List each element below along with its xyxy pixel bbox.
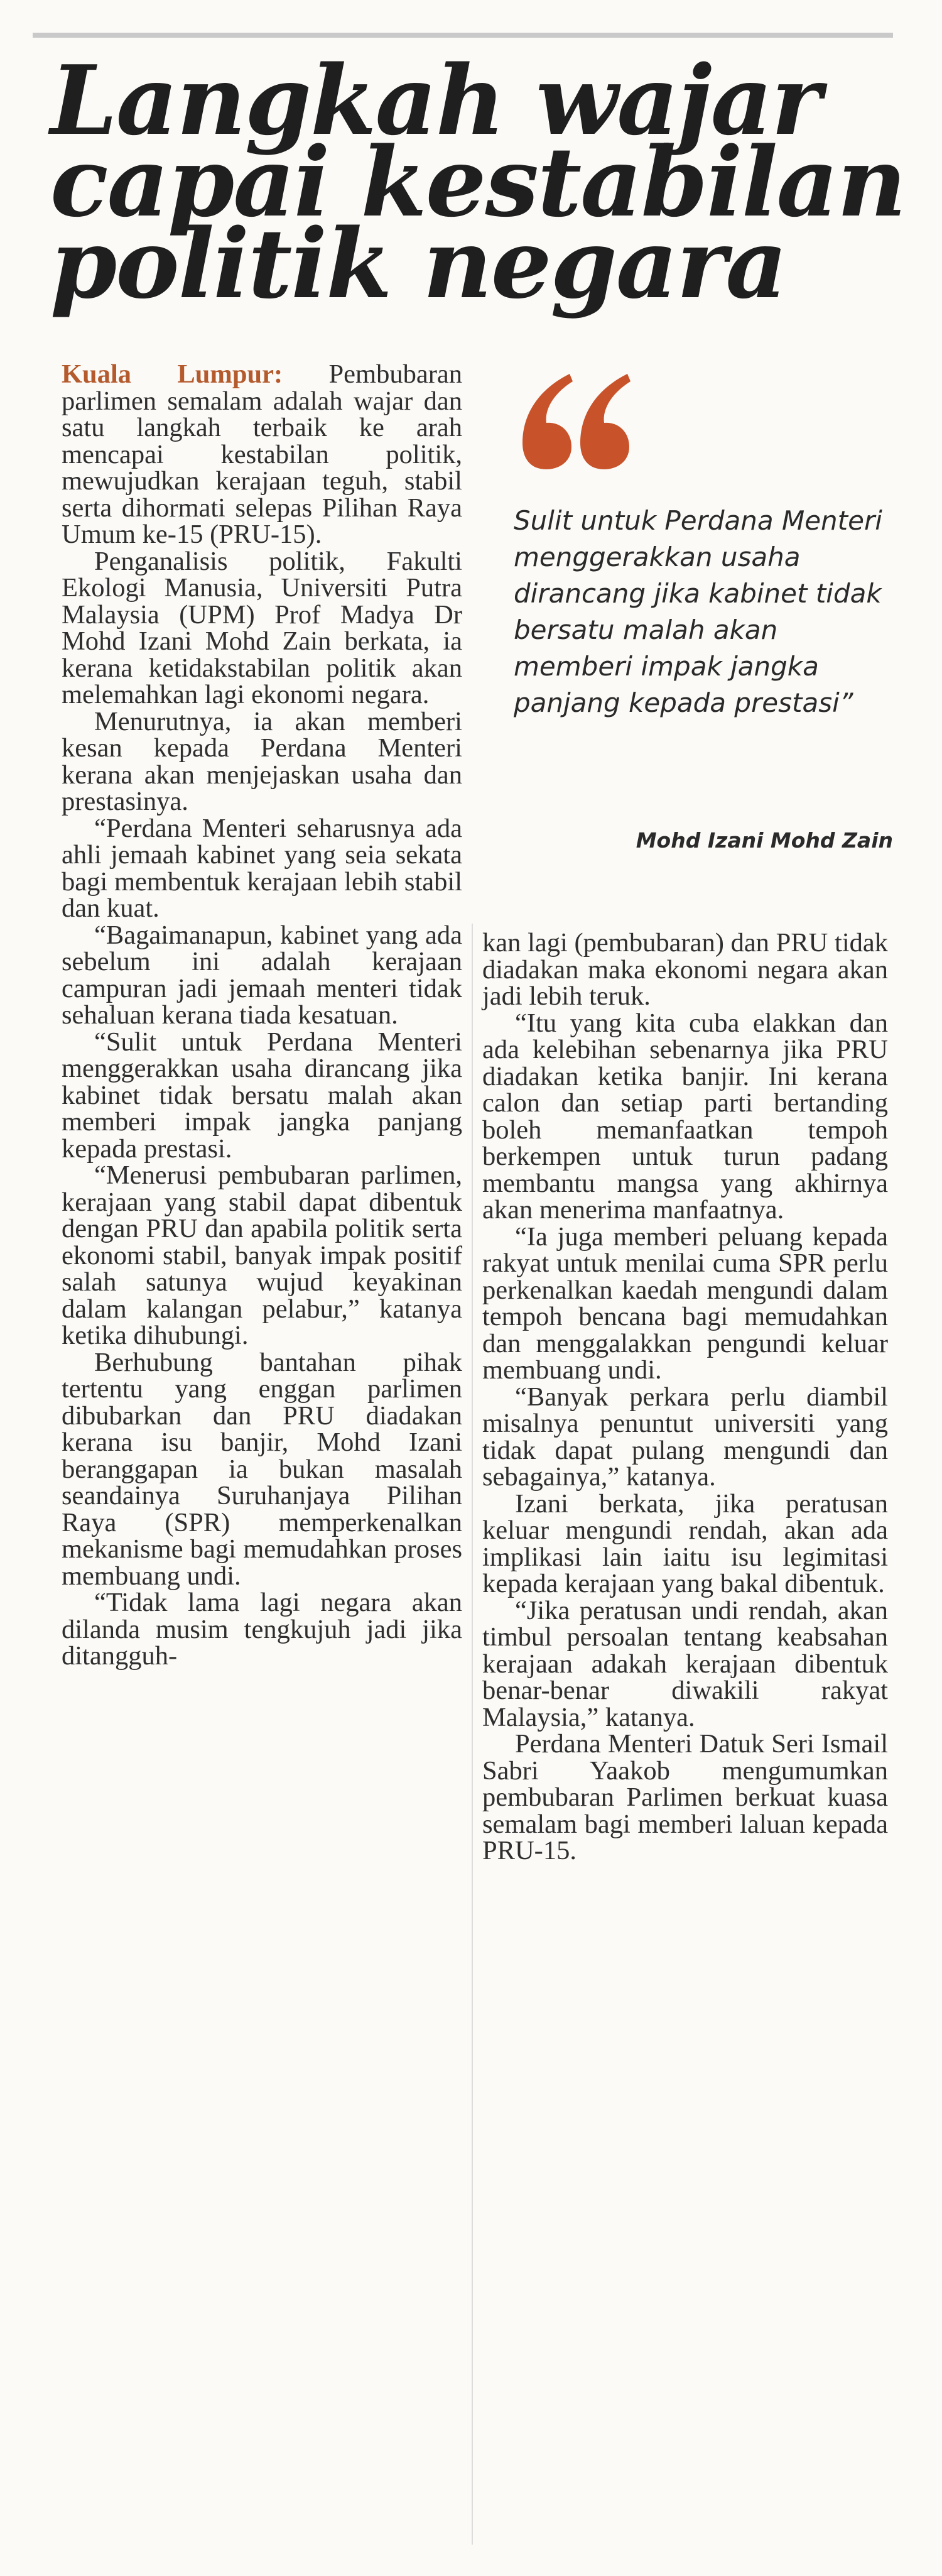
headline [50, 44, 906, 320]
headline-line-2: capai kestabilan [50, 126, 906, 238]
pull-quote-text: Sulit untuk Perdana Menteri menggerakkan usaha dirancang jika kabinet tidak bersatu malah akan memberi impak jangka panjang kepada prestasi” [514, 505, 882, 718]
paragraph-text: Pembubaran parlimen semalam adalah wajar dan satu langkah terbaik ke arah mencapai kestabilan politik, mewujudkan kerajaan teguh, stabil serta dihormati selepas Pilihan Raya Umum ke-15 (PRU-15). [62, 359, 462, 549]
pull-quote-author: Mohd Izani Mohd Zain [636, 828, 893, 853]
article-paragraph: “Jika peratusan undi rendah, akan timbul persoalan tentang keabsahan kerajaan adakah kerajaan dibentuk benar-benar diwakili rakyat Malaysia,” katanya. [482, 1595, 888, 1732]
article-paragraph: “Itu yang kita cuba elakkan dan ada kelebihan sebenarnya jika PRU diadakan ketika banjir. Ini kerana calon dan setiap parti bertanding boleh memanfaatkan tempoh berkempen untuk turun padang membantu mangsa yang akhirnya akan menerima manfaatnya. [482, 1008, 888, 1225]
article-paragraph: “Menerusi pembubaran parlimen, kerajaan yang stabil dapat dibentuk dengan PRU dan apabila politik serta ekonomi stabil, banyak impak positif salah satunya wujud keyakinan dalam kalangan pelabur,” katanya ketika dihubungi. [62, 1160, 462, 1350]
article-paragraph: “Sulit untuk Perdana Menteri menggerakkan usaha dirancang jika kabinet tidak bersatu malah akan memberi impak jangka panjang kepada prestasi. [62, 1027, 462, 1164]
article-paragraph: “Perdana Menteri seharusnya ada ahli jemaah kabinet yang seia sekata bagi membentuk kerajaan lebih stabil dan kuat. [62, 813, 462, 923]
article-paragraph: Penganalisis politik, Fakulti Ekologi Manusia, Universiti Putra Malaysia (UPM) Prof Madya Dr Mohd Izani Mohd Zain berkata, ia kerana ketidakstabilan politik akan melemahkan lagi ekonomi negara. [62, 546, 462, 709]
article-column-left [62, 361, 462, 1670]
article-paragraph [62, 361, 462, 548]
article-paragraph: Menurutnya, ia akan memberi kesan kepada Perdana Menteri kerana akan menjejaskan usaha dan prestasinya. [62, 706, 462, 816]
article-column-right [482, 930, 888, 1865]
headline-line-3: politik negara [50, 207, 786, 320]
article-paragraph: Berhubung bantahan pihak tertentu yang enggan parlimen dibubarkan dan PRU diadakan kerana isu banjir, Mohd Izani beranggapan ia bukan masalah seandainya Suruhanjaya Pilihan Raya (SPR) memperkenalkan mekanisme bagi memudahkan proses membuang undi. [62, 1347, 462, 1591]
article-paragraph: “Banyak perkara perlu diambil misalnya penuntut universiti yang tidak dapat pulang mengundi dan sebagainya,” katanya. [482, 1382, 888, 1492]
article-paragraph: kan lagi (pembubaran) dan PRU tidak diadakan maka ekonomi negara akan jadi lebih teruk. [482, 928, 888, 1011]
article-paragraph: “Bagaimanapun, kabinet yang ada sebelum ini adalah kerajaan campuran jadi jemaah menteri tidak sehaluan kerana tiada kesatuan. [62, 920, 462, 1030]
article-paragraph: Perdana Menteri Datuk Seri Ismail Sabri Yaakob mengumumkan pembubaran Parlimen berkuat kuasa semalam bagi memberi laluan kepada PRU-15. [482, 1729, 888, 1865]
article-paragraph: Izani berkata, jika peratusan keluar mengundi rendah, akan ada implikasi lain iaitu isu legimitasi kepada kerajaan yang bakal dibentuk. [482, 1488, 888, 1598]
article-paragraph: “Ia juga memberi peluang kepada rakyat untuk menilai cuma SPR perlu perkenalkan kaedah mengundi dalam tempoh bencana bagi memudahkan dan menggalakkan pengundi keluar membuang undi. [482, 1221, 888, 1385]
column-divider [472, 924, 473, 2545]
quote-mark-icon [510, 361, 642, 471]
headline-line-1: Langkah wajar [50, 44, 821, 156]
dateline: Kuala Lumpur: [62, 359, 283, 389]
article-paragraph: “Tidak lama lagi negara akan dilanda musim tengkujuh jadi jika ditangguh- [62, 1588, 462, 1671]
top-rule [33, 33, 893, 38]
